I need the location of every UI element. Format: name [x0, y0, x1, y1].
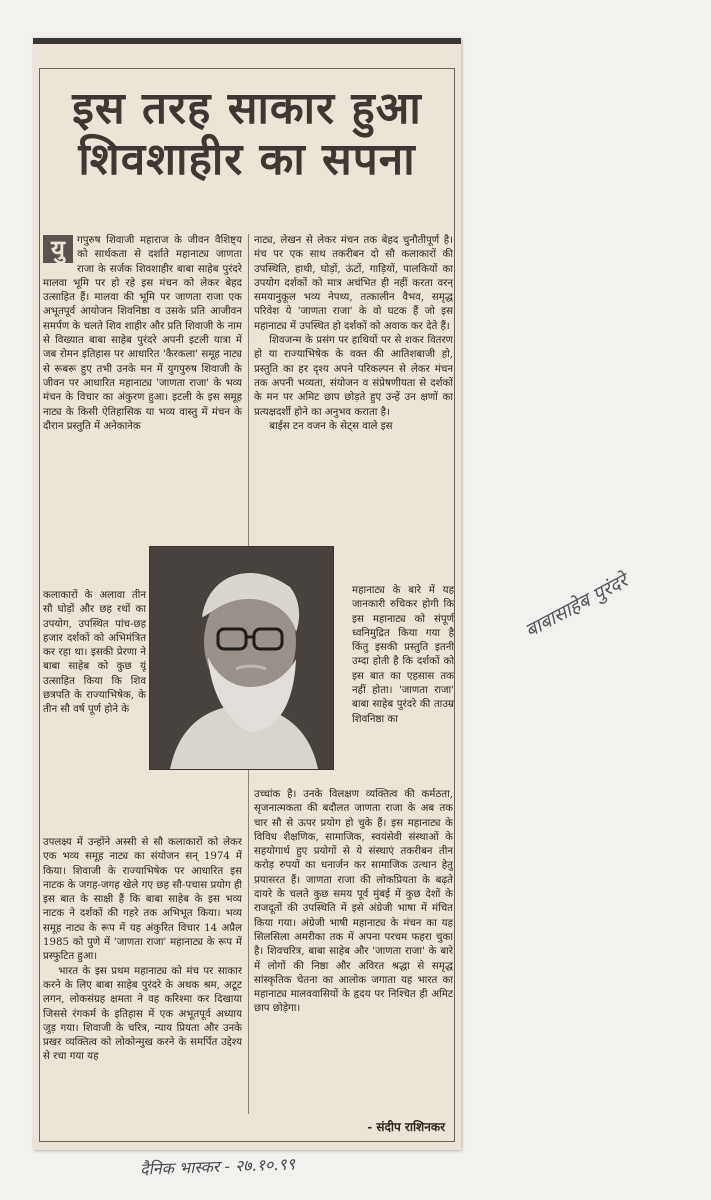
- paragraph: बाईस टन वजन के सेट्स वाले इस: [269, 420, 393, 432]
- paragraph: उच्चांक है। उनके विलक्षण व्यक्तित्व की कर्मठता, सृजनात्मकता की बदौलत जाणता राजा के अब तक चार सौ से ऊपर प्रयोग हो चुके हैं। इस महानाट्य के विविध शैक्षणिक, सामाजिक, स्वयंसेवी संस्थाओं के सहयोगार्थ हुए प्रयोगों से ये संस्थाएं तकरीबन तीन करोड़ रुपयों का धनार्जन कर सामाजिक उत्थान हेतु प्रयासरत हैं। जाणता राजा की लोकप्रियता के बढ़ते दायरे के चलते कुछ समय पूर्व मुंबई में कुछ देशों के राजदूतों की उपस्थिति में इसे अंग्रेजी भाषा में मंचित किया गया। अंग्रेजी भाषी महानाट्य के मंचन का यह सिलसिला अमरीका तक में अपना परचम फहरा चुका है। शिवचरित्र, बाबा साहेब और 'जाणता राजा' के बारे में लोगों की निष्ठा और अविरत श्रद्धा से समृद्ध सांस्कृतिक चेतना का आलोक जगाता यह भारत का महानाट्य मालववासियों के हृदय पर निश्चित ही अमिट छाप छोड़ेगा।: [254, 789, 453, 1015]
- margin-handwritten-note: बाबासाहेब पुरंदरे: [521, 569, 632, 643]
- left-column-bottom: [43, 836, 242, 1128]
- paragraph: भारत के इस प्रथम महानाट्य को मंच पर साकार करने के लिए बाबा साहेब पुरंदरे के अथक श्रम, अटूट लगन, लोकसंग्रह क्षमता ने वह करिश्मा कर दिखाया जिससे रंगकर्म के इतिहास में एक अभूतपूर्व अध्याय जुड़ गया। शिवाजी के चरित्र, न्याय प्रियता और उनके प्रखर व्यक्तित्व को लोकोन्मुख करने के समर्पित उद्देश्य से रचा गया यह: [43, 965, 242, 1063]
- top-rule: [33, 38, 461, 44]
- paragraph: महानाट्य के बारे में यह जानकारी रुचिकर होगी कि इस महानाट्य को संपूर्ण ध्वनिमुद्रित किया गया है किंतु इसकी प्रस्तुति इतनी उम्दा होती है कि दर्शकों को इस बात का एहसास तक नहीं होता। 'जाणता राजा' बाबा साहेब पुरंदरे की ताउम्र शिवनिष्ठा का: [352, 585, 454, 725]
- paragraph: नाट्य, लेखन से लेकर मंचन तक बेहद चुनौतीपूर्ण है। मंच पर एक साथ तकरीबन दो सौ कलाकारों की उपस्थिति, हाथी, घोड़ों, ऊंटों, गाड़ियों, पालकियों का उपयोग दर्शकों को मात्र अचंभित ही नहीं करता वरन् समयानुकूल भव्य नेपथ्य, तत्कालीन वैभव, समृद्ध परिवेश ये 'जाणता राजा' के वो घटक हैं जो इस महानाट्य में उपस्थित हो दर्शकों को अवाक कर देते हैं।: [254, 235, 453, 332]
- newspaper-clipping: [33, 38, 461, 1150]
- paragraph: उपलक्ष्य में उन्होंने अस्सी से सौ कलाकारों को लेकर एक भव्य समूह नाट्य का संयोजन सन् 1974 में किया। शिवाजी के राज्याभिषेक पर आधारित इस नाटक के जगह-जगह खेले गए छह सौ-पचास प्रयोग ही इस बात के साक्षी हैं कि बाबा साहेब के इस भव्य नाटक ने दर्शकों की गहरे तक अभिभूत किया। भव्य समूह नाट्य के रूप में यह अंकुरित विचार 14 अप्रैल 1985 को पुणे में 'जाणता राजा' महानाट्य के रूप में प्रस्फुटित हुआ।: [43, 837, 242, 963]
- paragraph: शिवजन्म के प्रसंग पर हाथियों पर से शकर वितरण हो या राज्याभिषेक के वक्त की आतिशबाजी हो, प्रस्तुति का हर दृश्य अपने परिकल्पन से लेकर मंचन तक अपनी भव्यता, संयोजन व संप्रेषणीयता से दर्शकों के मन पर अमिट छाप छोड़ते हुए उन्हें उन क्षणों का प्रत्यक्षदर्शी होने का अनुभव कराता है।: [254, 335, 453, 418]
- headline-line-2: शिवशाहीर का सपना: [78, 133, 416, 185]
- article-headline: [41, 84, 453, 185]
- author-byline: - संदीप राशिनकर: [367, 1120, 445, 1134]
- right-column-bottom: [254, 788, 453, 1116]
- right-column-top: [254, 234, 453, 584]
- right-column-wrap: [352, 584, 454, 786]
- paragraph: कलाकारों के अलावा तीन सौ घोड़ों और छह रथों का उपयोग, उपस्थित पांच-छह हजार दर्शकों को अभिमंत्रित कर रहा था। इसकी प्रेरणा ने बाबा साहेब को कुछ यूं उत्साहित किया कि शिव छत्रपति के राज्याभिषेक, के तीन सौ वर्ष पूर्ण होने के: [43, 590, 146, 716]
- headline-line-1: इस तरह साकार हुआ: [72, 83, 422, 134]
- drop-cap: यु: [43, 235, 73, 263]
- left-column-top: [43, 234, 242, 589]
- source-date-handwritten: दैनिक भास्कर - २७.१०.९९: [139, 1154, 296, 1179]
- paragraph: गपुरुष शिवाजी महाराज के जीवन वैशिष्ट्य को सार्थकता से दर्शाते महानाट्य जाणता राजा के सर्जक शिवशाहीर बाबा साहेब पुरंदरे मालवा भूमि पर हो रहे इस मंचन को लेकर बेहद उत्साहित हैं। मालवा की भूमि पर जाणता राजा एक अभूतपूर्व आयोजन शिवनिष्ठा व उसके प्रति आजीवन समर्पण के चलते शिव शाहीर और प्रति शिवाजी के नाम से विख्यात बाबा साहेब पुरंदरे अपनी इटली यात्रा में जब रोमन इतिहास पर आधारित 'कैरकला' समूह नाट्य से रूबरू हुए तभी उनके मन में युगपुरुष शिवाजी के जीवन पर आधारित महानाट्य 'जाणता राजा' के भव्य मंचन के विचार का अंकुरण हुआ। इटली के इस समूह नाट्य के किसी ऐतिहासिक या भव्य वास्तु में मंचन के दौरान प्रस्तुति में अनेकानेक: [43, 235, 242, 432]
- left-column-wrap: [43, 589, 146, 834]
